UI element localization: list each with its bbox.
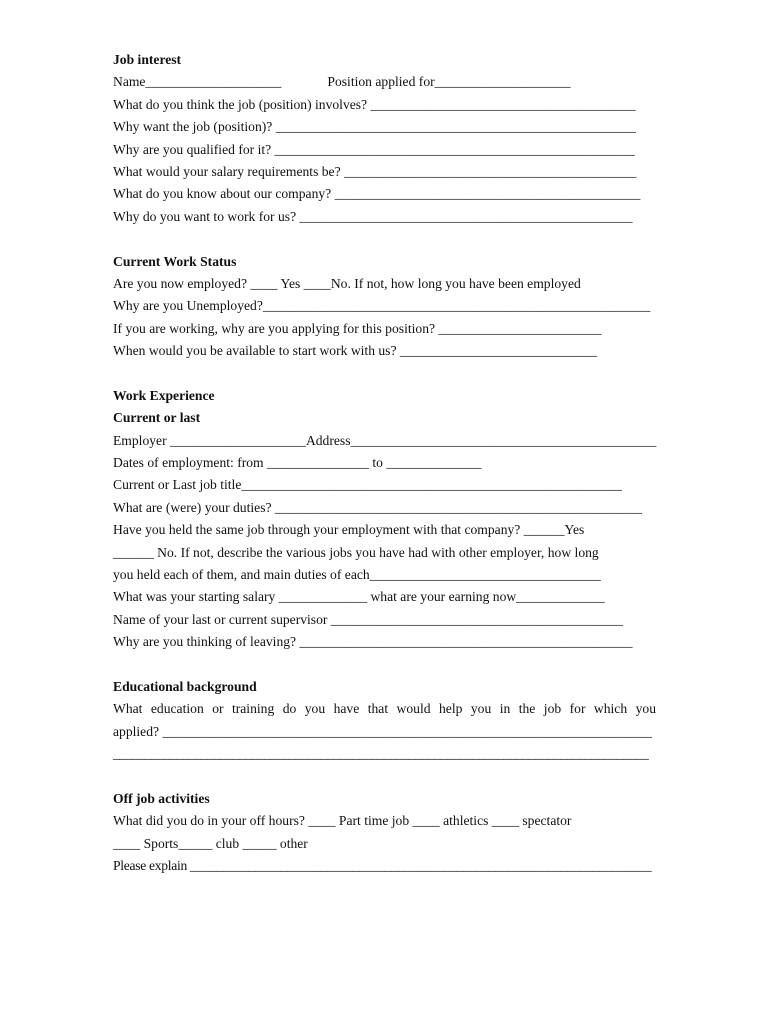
section-heading-educational-background: Educational background bbox=[113, 678, 257, 694]
other-jobs-field[interactable]: ______ No. If not, describe the various jobs you have had with other employer, how long bbox=[113, 544, 599, 560]
qualified-field[interactable]: Why are you qualified for it? _____________________________________________________ bbox=[113, 141, 635, 157]
duties-field[interactable]: What are (were) your duties? ______________________________________________________ bbox=[113, 499, 642, 515]
sports-club-other-field[interactable]: ____ Sports_____ club _____ other bbox=[113, 835, 308, 851]
education-answer-field[interactable]: applied? ________________________________________________________________________ bbox=[113, 723, 652, 739]
education-question-text: What education or training do you have that would help you in the job for which you bbox=[113, 701, 656, 717]
name-position-row bbox=[113, 71, 656, 93]
position-field-label[interactable]: Position applied for____________________ bbox=[327, 74, 571, 90]
subheading-current-or-last: Current or last bbox=[113, 410, 201, 426]
section-heading-work-experience: Work Experience bbox=[113, 387, 215, 403]
employed-field[interactable]: Are you now employed? ____ Yes ____No. If not, how long you have been employed bbox=[113, 275, 581, 291]
availability-field[interactable]: When would you be available to start work with us? _____________________________ bbox=[113, 343, 598, 359]
education-answer-field-continued[interactable]: _____________________________________________________________________________________ bbox=[113, 746, 649, 762]
salary-field[interactable]: What was your starting salary _____________ what are your earning now_____________ bbox=[113, 589, 605, 605]
same-job-field[interactable]: Have you held the same job through your employment with that company? ______Yes bbox=[113, 522, 585, 538]
please-explain-field[interactable]: Please explain _______________________________________________________________________ bbox=[113, 858, 652, 874]
off-hours-activities-field[interactable]: What did you do in your off hours? ____ Part time job ____ athletics ____ spectator bbox=[113, 813, 572, 829]
why-work-for-us-field[interactable]: Why do you want to work for us? _________________________________________________ bbox=[113, 208, 633, 224]
supervisor-field[interactable]: Name of your last or current supervisor ___________________________________________ bbox=[113, 611, 624, 627]
know-company-field[interactable]: What do you know about our company? _____________________________________________ bbox=[113, 186, 641, 202]
why-applying-field[interactable]: If you are working, why are you applying for this position? ________________________ bbox=[113, 320, 602, 336]
job-title-field[interactable]: Current or Last job title________________________________________________________ bbox=[113, 477, 622, 493]
salary-requirements-field[interactable]: What would your salary requirements be? ___________________________________________ bbox=[113, 163, 637, 179]
section-heading-job-interest: Job interest bbox=[113, 52, 182, 67]
section-heading-current-work-status: Current Work Status bbox=[113, 253, 237, 269]
leaving-reason-field[interactable]: Why are you thinking of leaving? _________________________________________________ bbox=[113, 634, 633, 650]
unemployed-reason-field[interactable]: Why are you Unemployed?_________________________________________________________ bbox=[113, 298, 651, 314]
job-involves-field[interactable]: What do you think the job (position) involves? _______________________________________ bbox=[113, 96, 636, 112]
main-duties-field[interactable]: you held each of them, and main duties of each__________________________________ bbox=[113, 566, 601, 582]
section-heading-off-job-activities: Off job activities bbox=[113, 790, 210, 806]
job-application-form bbox=[113, 49, 656, 877]
dates-of-employment-field[interactable]: Dates of employment: from _______________ to ______________ bbox=[113, 455, 482, 471]
why-want-job-field[interactable]: Why want the job (position)? _____________________________________________________ bbox=[113, 119, 636, 135]
employer-address-field[interactable]: Employer ____________________Address_____________________________________________ bbox=[113, 432, 657, 448]
name-field-label[interactable]: Name____________________ bbox=[113, 74, 282, 90]
